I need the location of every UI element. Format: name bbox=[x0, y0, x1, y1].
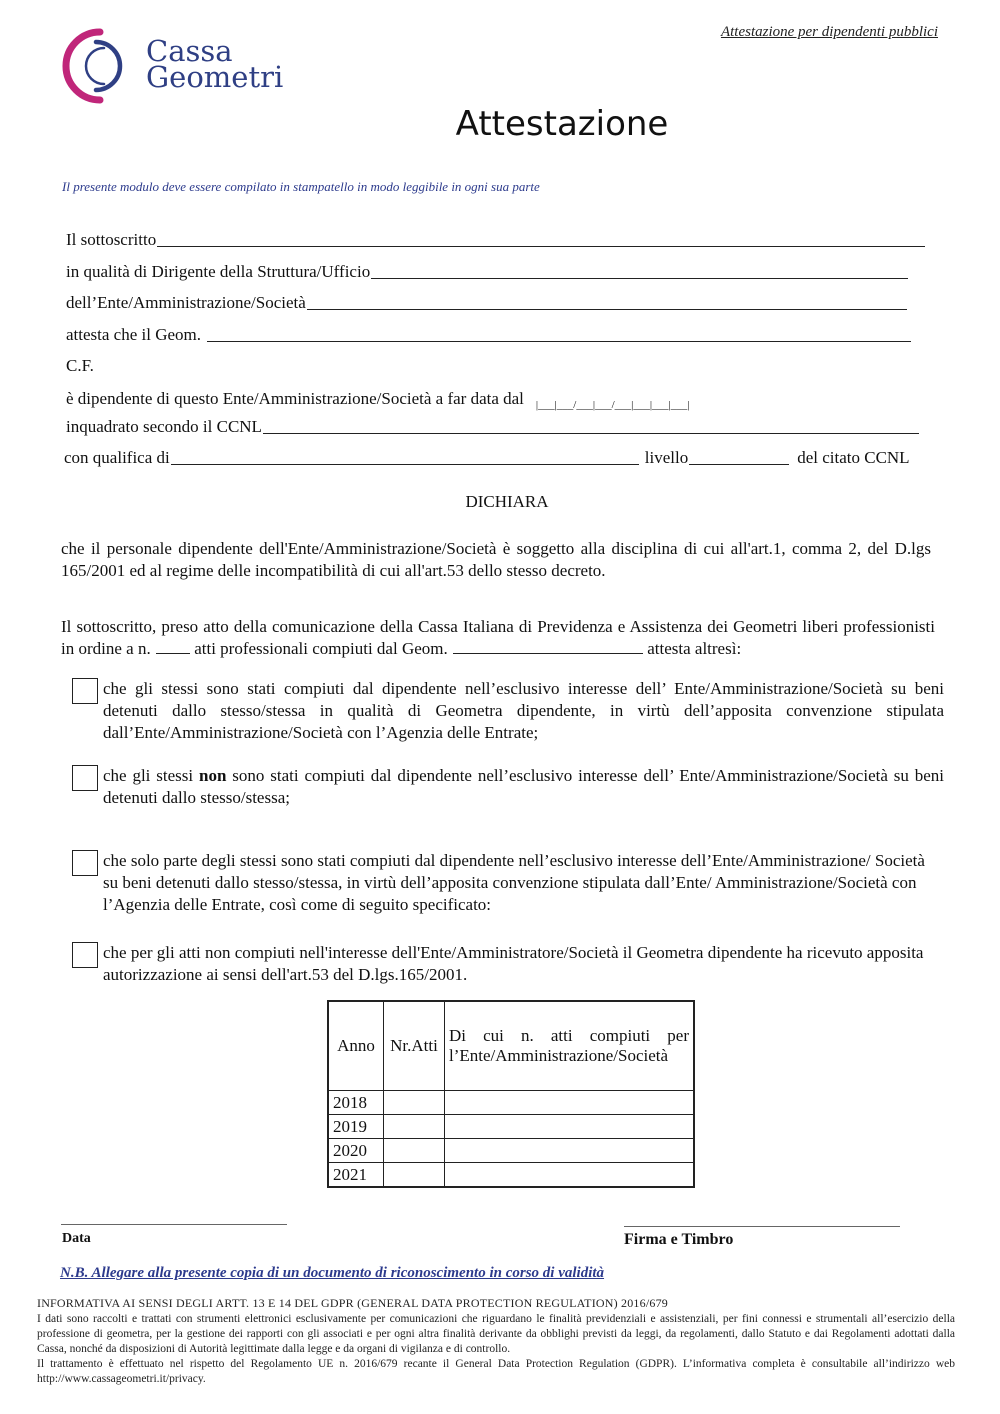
input-line-numero-atti[interactable] bbox=[156, 653, 190, 654]
input-line-sottoscritto[interactable] bbox=[157, 246, 925, 247]
input-line-geom[interactable] bbox=[207, 341, 911, 342]
informativa-paragraph-2: Il trattamento è effettuato nel rispetto del Regolamento UE n. 2016/679 recante il General Data Protection Regulation (GDPR). L’informativa completa è consultabile all’indirizzo web http://www.cassageometri.it/privacy. bbox=[37, 1358, 955, 1385]
cassa-geometri-logo bbox=[60, 26, 300, 106]
date-input-mask[interactable]: |___|___/___|___/___|___|___|___| bbox=[535, 399, 690, 411]
label-ente: dell’Ente/Amministrazione/Società bbox=[66, 293, 306, 312]
table-cell-nr-atti[interactable] bbox=[384, 1115, 445, 1139]
option-2-text-c: sono stati compiuti dal dipendente nell’esclusivo interesse dell’ Ente/Amministrazione/Società su beni detenuti dallo stesso/stessa; bbox=[103, 766, 945, 807]
label-attesta: attesta che il Geom. bbox=[66, 325, 202, 344]
logo-line-1: Cassa bbox=[146, 34, 233, 68]
option-parte bbox=[72, 850, 944, 916]
label-dipendente: è dipendente di questo Ente/Amministrazione/Società a far data dal bbox=[66, 389, 524, 408]
table-row bbox=[328, 1115, 694, 1139]
input-line-geom-name[interactable] bbox=[453, 653, 643, 654]
paragraph-sottoscritto-text-b: atti professionali compiuti dal Geom. bbox=[194, 639, 448, 658]
field-ccnl bbox=[66, 417, 919, 437]
input-line-qualifica[interactable] bbox=[171, 464, 639, 465]
label-qualifica: con qualifica di bbox=[64, 448, 170, 467]
table-cell-atti-ente[interactable] bbox=[445, 1115, 695, 1139]
table-cell-atti-ente[interactable] bbox=[445, 1163, 695, 1188]
table-header-nr-atti: Nr.Atti bbox=[384, 1001, 445, 1091]
nb-note: N.B. Allegare alla presente copia di un documento di riconoscimento in corso di validità bbox=[60, 1265, 605, 1281]
intro-instruction: Il presente modulo deve essere compilato in stampatello in modo leggibile in ogni sua parte bbox=[62, 179, 540, 194]
table-cell-year: 2019 bbox=[328, 1115, 384, 1139]
table-cell-nr-atti[interactable] bbox=[384, 1091, 445, 1115]
checkbox-option-2[interactable] bbox=[72, 765, 98, 791]
input-line-ente[interactable] bbox=[307, 309, 907, 310]
firma-input-line[interactable] bbox=[624, 1226, 900, 1227]
atti-table bbox=[327, 1000, 695, 1188]
informativa-paragraph-1: I dati sono raccolti e trattati con strumenti elettronici esclusivamente per comunicazioni che riguardano le finalità previdenziali e assistenziali, per fini connessi e strumentali all’esercizio della professione di geometra, per la gestione dei rapporti con gli associati e per ogni altra finalità derivante da obblighi previsti da leggi, da regolamenti, dallo Statuto e dai Regolamenti adottati dalla Cassa, nonché da disposizioni di Autorità legittimate dalla legge e da organi di vigilanza e di controllo. bbox=[37, 1313, 955, 1355]
table-cell-nr-atti[interactable] bbox=[384, 1163, 445, 1188]
document-type-note: Attestazione per dipendenti pubblici bbox=[720, 24, 938, 40]
input-line-struttura[interactable] bbox=[371, 278, 908, 279]
option-3-text: che solo parte degli stessi sono stati compiuti dal dipendente nell’esclusivo interesse dell’Ente/Amministrazione/ Società su beni detenuti dallo stesso/stessa, in virtù dell’apposita convenzione stipulata dall’Ente/ Amministrazione/Società con l’Agenzia delle Entrate, così come di seguito specificato: bbox=[103, 851, 925, 914]
field-cf bbox=[66, 356, 94, 376]
option-autorizzazione bbox=[72, 942, 944, 986]
option-2-text bbox=[103, 765, 944, 809]
checkbox-option-1[interactable] bbox=[72, 678, 98, 704]
checkbox-option-4[interactable] bbox=[72, 942, 98, 968]
table-row bbox=[328, 1163, 694, 1188]
label-livello: livello bbox=[644, 448, 689, 467]
table-cell-year: 2021 bbox=[328, 1163, 384, 1188]
label-inquadrato: inquadrato secondo il CCNL bbox=[66, 417, 262, 436]
field-geom bbox=[66, 325, 911, 345]
checkbox-option-3[interactable] bbox=[72, 850, 98, 876]
data-label: Data bbox=[62, 1231, 91, 1246]
input-line-livello[interactable] bbox=[689, 464, 789, 465]
paragraph-sottoscritto-text-c: attesta altresì: bbox=[647, 639, 742, 658]
logo-wordmark bbox=[146, 34, 284, 94]
label-cf: C.F. bbox=[66, 356, 94, 375]
logo-line-2: Geometri bbox=[146, 60, 284, 94]
field-qualifica bbox=[64, 448, 910, 468]
table-header-row bbox=[328, 1001, 694, 1091]
option-2-text-non: non bbox=[198, 766, 227, 785]
paragraph-sottoscritto bbox=[61, 616, 935, 660]
field-qualita bbox=[66, 262, 908, 282]
table-row bbox=[328, 1091, 694, 1115]
table-header-anno: Anno bbox=[328, 1001, 384, 1091]
table-cell-year: 2018 bbox=[328, 1091, 384, 1115]
input-line-ccnl[interactable] bbox=[263, 433, 919, 434]
table-cell-atti-ente[interactable] bbox=[445, 1139, 695, 1163]
informativa-title: INFORMATIVA AI SENSI DEGLI ARTT. 13 E 14 DEL GDPR (GENERAL DATA PROTECTION REGULATION) 2016/679 bbox=[37, 1296, 668, 1310]
dichiara-heading: DICHIARA bbox=[465, 492, 549, 511]
field-ente bbox=[66, 293, 907, 313]
option-4-text: che per gli atti non compiuti nell'interesse dell'Ente/Amministratore/Società il Geometra dipendente ha ricevuto apposita autorizzazione ai sensi dell'art.53 del D.lgs.165/2001. bbox=[103, 943, 924, 984]
label-sottoscritto: Il sottoscritto bbox=[66, 230, 157, 249]
page-title: Attestazione bbox=[455, 104, 669, 144]
option-interesse-esclusivo bbox=[72, 678, 944, 744]
firma-label: Firma e Timbro bbox=[624, 1231, 734, 1248]
label-qualita: in qualità di Dirigente della Struttura/Ufficio bbox=[66, 262, 371, 281]
paragraph-sottoscritto-text-a: Il sottoscritto, preso atto della comunicazione della Cassa Italiana di Previdenza e Assistenza dei Geometri liberi professionisti in ordine a n. bbox=[61, 617, 935, 658]
logo-rings-icon bbox=[60, 26, 140, 106]
paragraph-disciplina: che il personale dipendente dell'Ente/Amministrazione/Società è soggetto alla disciplina di cui all'art.1, comma 2, del D.lgs 165/2001 ed al regime delle incompatibilità di cui all'art.53 dello stesso decreto. bbox=[61, 539, 931, 580]
label-citato-ccnl: del citato CCNL bbox=[797, 448, 910, 467]
table-cell-year: 2020 bbox=[328, 1139, 384, 1163]
field-sottoscritto bbox=[66, 230, 925, 250]
table-cell-nr-atti[interactable] bbox=[384, 1139, 445, 1163]
data-input-line[interactable] bbox=[61, 1224, 287, 1225]
option-2-text-a: che gli stessi bbox=[103, 766, 194, 785]
table-cell-atti-ente[interactable] bbox=[445, 1091, 695, 1115]
option-1-text: che gli stessi sono stati compiuti dal dipendente nell’esclusivo interesse dell’ Ente/Amministrazione/Società su beni detenuti dallo stesso/stessa in qualità di Geometra dipendente, in virtù dell’apposita convenzione stipulata dall’Ente/Amministrazione/Società con l’Agenzia delle Entrate; bbox=[103, 679, 944, 742]
option-non-interesse bbox=[72, 765, 944, 809]
informativa-body bbox=[37, 1312, 955, 1387]
table-header-atti-ente: Di cui n. atti compiuti per l’Ente/Amministrazione/Società bbox=[445, 1001, 695, 1091]
table-row bbox=[328, 1139, 694, 1163]
field-data-assunzione bbox=[66, 389, 689, 409]
